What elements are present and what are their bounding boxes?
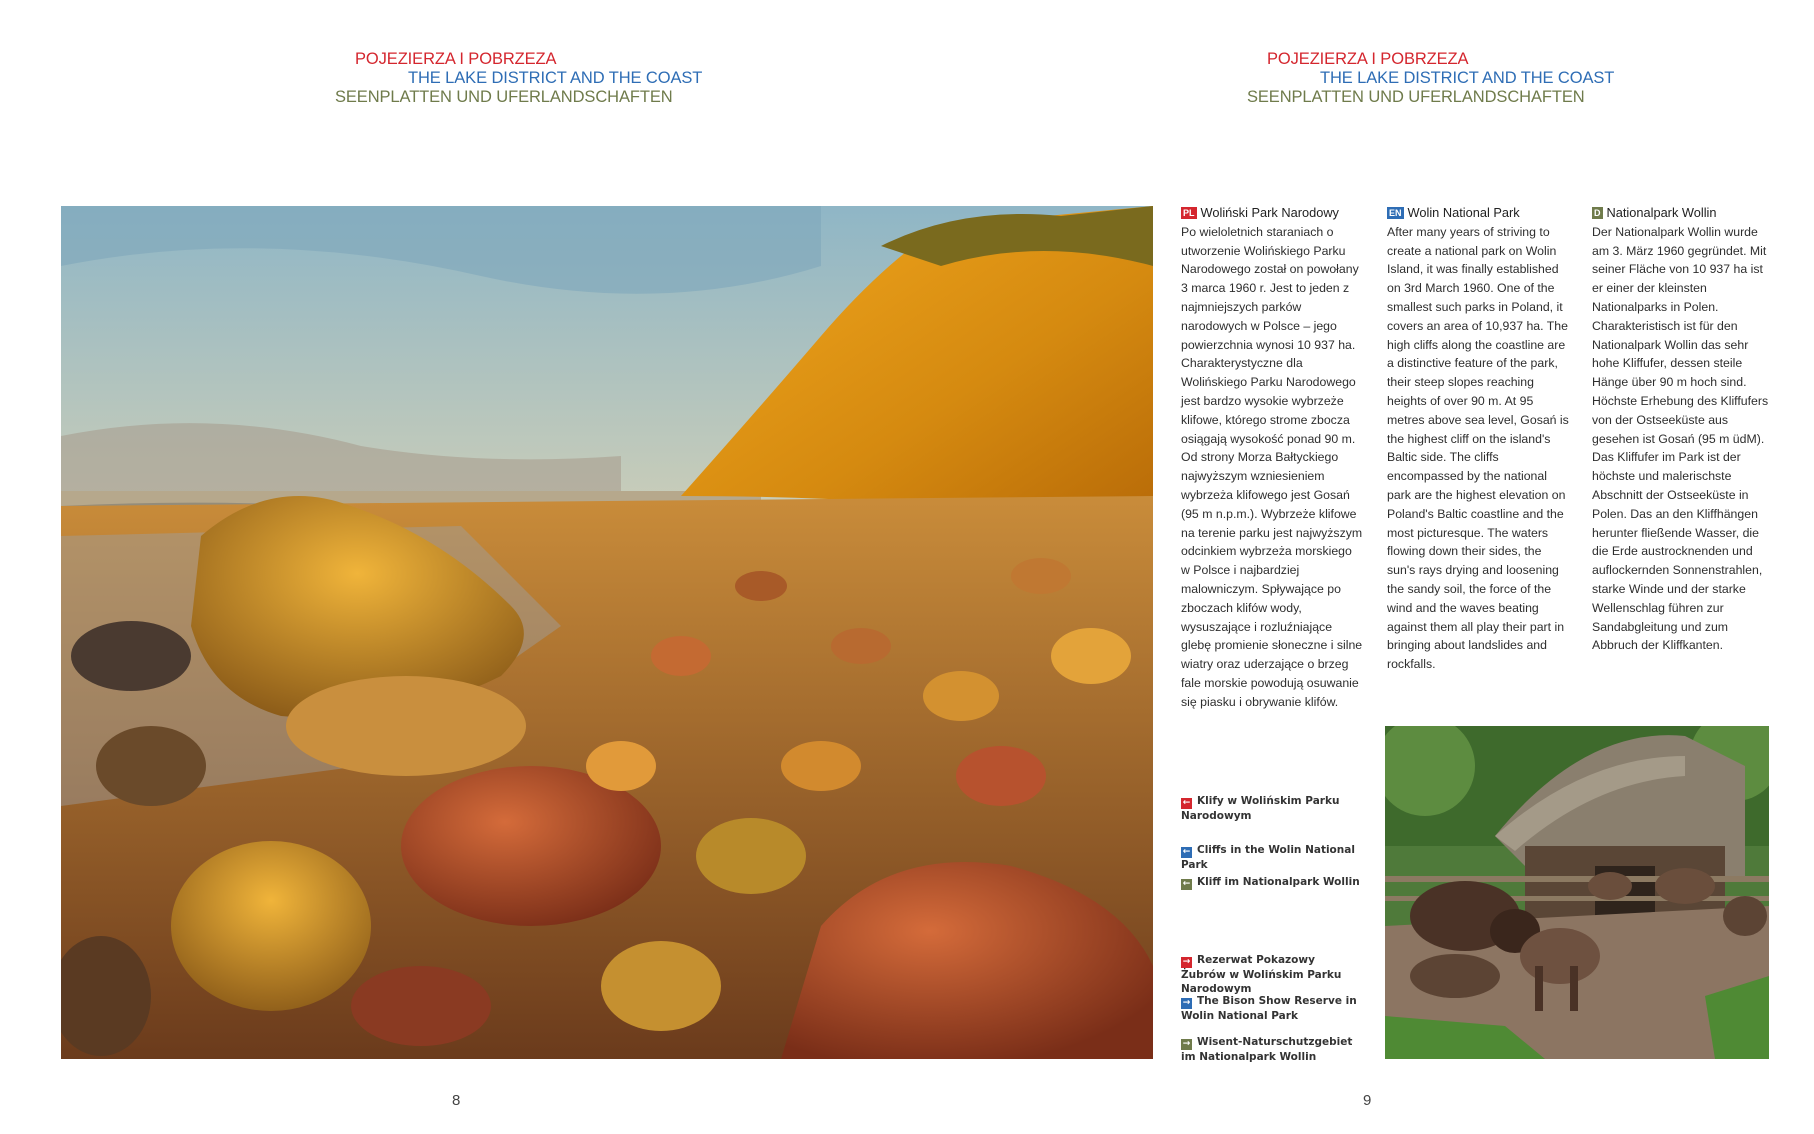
header-en: THE LAKE DISTRICT AND THE COAST [1320,69,1615,87]
body-text-en: After many years of striving to create a national park on Wolin Island, it was finally established on 3rd March 1960. One of the smallest such parks in Poland, it covers an area of 10,937 ha. The high cliffs along the coastline are a distinctive feature of the park, their steep slopes reaching heights of over 90 m. At 95 metres above sea level, Gosań is the highest cliff on the island's Baltic side. The cliffs encompassed by the national park are the highest elevation on Poland's Baltic coastline and the most picturesque. The waters flowing down their sides, the sun's rays drying and loosening the sandy soil, the force of the wind and the waves beating against them all play their part in bringing about landslides and rockfalls. [1387,224,1569,672]
flag-en-icon: EN [1389,208,1402,219]
flag-de-icon: D [1594,208,1601,219]
page-number-right: 9 [1363,1092,1372,1109]
arrow-left-icon: ← [1182,798,1191,808]
text-column-pl [1181,204,1363,712]
section-title-pl [1181,204,1363,223]
running-header-right [1247,50,1615,107]
arrow-left-icon: ← [1182,847,1191,857]
header-de: SEENPLATTEN UND UFERLANDSCHAFTEN [335,88,673,106]
header-pl: POJEZIERZA I POBRZEZA [1267,50,1469,68]
caption-cliff-de: ← Kliff im Nationalpark Wollin [1182,876,1360,889]
body-text-de: Der Nationalpark Wollin wurde am 3. März 1960 gegründet. Mit seiner Fläche von 10 937 ha ist er einer der kleinsten Nationalparks in Polen. Charakteristisch ist für den Nationalpark Wollin das sehr hohe Kliffufer, dessen steile Hänge über 90 m hoch sind. Höchste Erhebung des Kliffufers von der Ostseeküste aus gesehen ist Gosań (95 m üdM). Das Kliffufer im Park ist der höchste und malerischste Abschnitt der Ostseeküste in Polen. Das an den Kliffhängen herunter fließende Wasser, die die Erde austrocknenden und auflockernden Sonnenstrahlen, starke Winde und der starke Wellenschlag führen zur Sandabgleitung und zum Abbruch der Kliffkanten. [1592,224,1769,653]
header-de: SEENPLATTEN UND UFERLANDSCHAFTEN [1247,88,1585,106]
arrow-right-icon: → [1182,1039,1191,1049]
title-text: Wolin National Park [1407,205,1520,220]
section-title-en [1387,204,1569,223]
arrow-right-icon: → [1182,998,1191,1008]
arrow-right-icon: → [1182,957,1191,967]
text-column-de [1592,204,1772,655]
caption-cliff-pl: ← Klify w Wolińskim Parku Narodowym [1181,795,1340,822]
arrow-left-icon: ← [1182,879,1191,889]
header-en: THE LAKE DISTRICT AND THE COAST [408,69,703,87]
running-header-left [335,50,703,107]
flag-pl-icon: PL [1183,208,1195,219]
caption-bison-de: → Wisent-Naturschutzgebiet im Nationalpark Wollin [1181,1036,1353,1063]
cliff-coast-photo [61,206,1153,1059]
body-text-pl: Po wieloletnich staraniach o utworzenie Wolińskiego Parku Narodowego został on powołany 3 marca 1960 r. Jest to jeden z najmniejszych parków narodowych w Polsce – jego powierzchnia wynosi 10 937 ha. Charakterystyczne dla Wolińskiego Parku Narodowego jest bardzo wysokie wybrzeże klifowe, którego strome zbocza osiągają wysokość ponad 90 m. Od strony Morza Bałtyckiego najwyższym wzniesieniem wybrzeża klifowego jest Gosań (95 m n.p.m.). Wybrzeże klifowe na terenie parku jest najwyższym odcinkiem wybrzeża morskiego w Polsce i najbardziej malowniczym. Spływające po zboczach klifów wody, wysuszające i rozluźniające glebę promienie słoneczne i silne wiatry oraz uderzające o brzeg fale morskie powodują osuwanie się piasku i obrywanie klifów. [1181,224,1363,709]
caption-bison-pl: → Rezerwat Pokazowy Żubrów w Wolińskim Parku Narodowym [1181,954,1342,995]
section-title-de [1592,204,1772,223]
caption-cliff-en: ← Cliffs in the Wolin National Park [1181,844,1355,871]
title-text: Woliński Park Narodowy [1200,205,1339,220]
page-number-left: 8 [452,1092,461,1109]
caption-bison-en: → The Bison Show Reserve in Wolin National Park [1181,995,1357,1022]
bison-reserve-photo [1385,726,1769,1059]
title-text: Nationalpark Wollin [1606,205,1717,220]
header-pl: POJEZIERZA I POBRZEZA [355,50,557,68]
text-column-en [1387,204,1569,674]
